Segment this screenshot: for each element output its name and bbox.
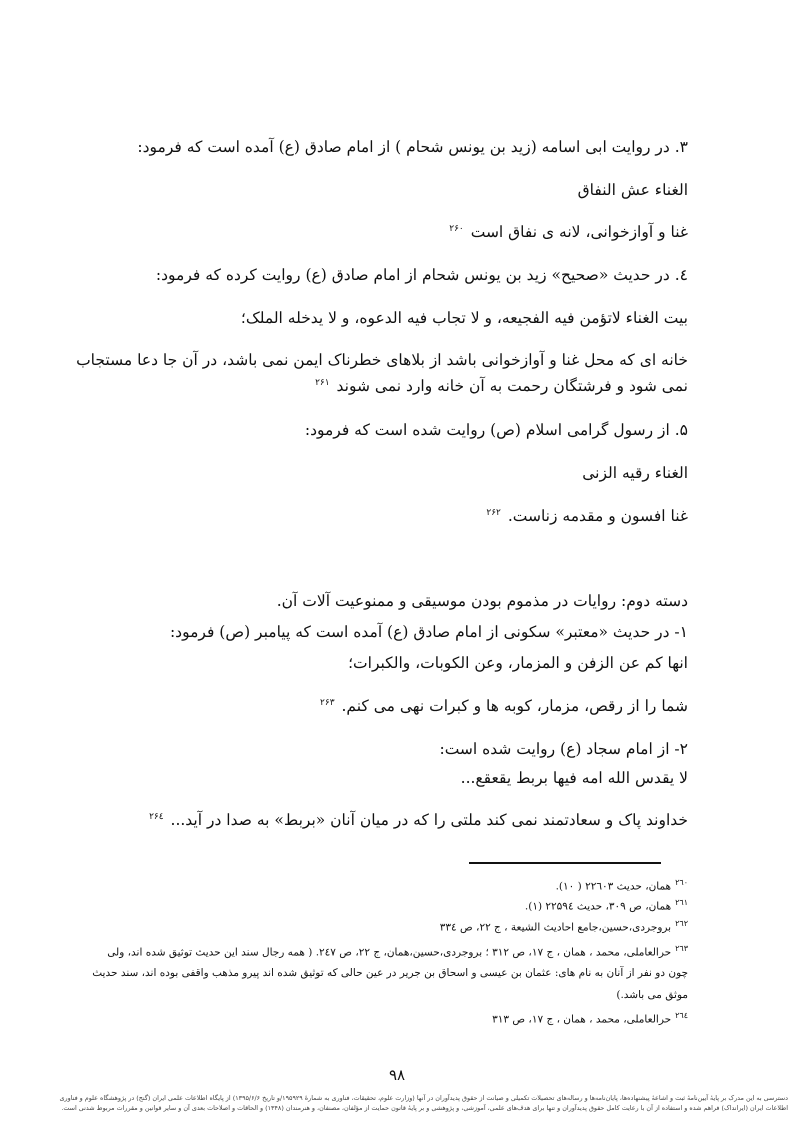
footnote-continuation: موثق می باشد.) <box>616 989 688 1001</box>
footnote-ref[interactable]: ۲۶۳ <box>320 697 335 708</box>
legal-footer-line: دسترسی به این مدرک بر پایهٔ آیین‌نامهٔ ثبت و اشاعهٔ پیشنهاده‌ها، پایان‌نامه‌ها و رساله‌های تحصیلات تکمیلی و صیانت از حقوق پدیدآوران در آنها (وزارت علوم، تحقیقات، فناوری به شمارهٔ ۱۹۵۹۲۹/و تاریخ ۱۳۹۵/۶/۶) از پایگاه اطلاعات علمی ایران (گنج) در پژوهشگاه علوم و فناوری <box>59 1094 788 1102</box>
translation-line: نمی شود و فرشتگان رحمت به آن خانه وارد نمی شوند $^{۲۶۱}$ <box>315 377 688 395</box>
section-heading: دسته دوم: روایات در مذموم بودن موسیقی و ممنوعیت آلات آن. <box>276 592 688 610</box>
arabic-quote: انها کم عن الزفن و المزمار، وعن الکوبات، والکبرات؛ <box>348 654 688 672</box>
arabic-quote: بیت الغناء لاتؤمن فیه الفجیعه، و لا تجاب فیه الدعوه، و لا یدخله الملک؛ <box>240 309 688 327</box>
translation-line: خداوند پاک و سعادتمند نمی کند ملتی را که در میان آنان «بربط» به صدا در آید... $^{۲۶٤}$ <box>149 811 688 829</box>
paragraph-line: ۵. از رسول گرامی اسلام (ص) روایت شده است که فرمود: <box>304 421 688 439</box>
legal-footer-line: اطلاعات ایران (ایرانداک) فراهم شده و استفاده از آن با رعایت کامل حقوق پدیدآوران و تنها برای هدف‌های علمی، آموزشی، و پژوهشی و بر پایهٔ قانون حمایت از مؤلفان، مصنفان، و هنرمندان (۱۳۴۸) و الحاقات و اصلاحات بعدی آن و سایر قوانین و مقررات مربوط شدنی است. <box>61 1104 788 1112</box>
footnote: $^{۲٦۰}$همان، حدیث ۲۲٦۰۳ ( ۱۰). <box>555 878 688 893</box>
translation-line: خانه ای که محل غنا و آوازخوانی باشد از بلاهای خطرناک ایمن نمی باشد، در آن جا دعا مستجاب <box>76 351 688 369</box>
paragraph-line: ٤. در حدیث «صحیح» زید بن یونس شحام از امام صادق (ع) روایت کرده که فرمود: <box>155 266 688 284</box>
footnote-separator <box>469 862 661 864</box>
page-number: ۹۸ <box>388 1066 406 1084</box>
arabic-quote: لا یقدس الله امه فیها بربط یقعقع... <box>460 769 688 787</box>
footnote-ref[interactable]: ۲۶۱ <box>315 377 330 388</box>
paragraph-line: ۳. در روایت ابی اسامه (زید بن یونس شحام ) از امام صادق (ع) آمده است که فرمود: <box>137 138 688 156</box>
footnote-continuation: چون دو نفر از آنان به نام های: عثمان بن عیسی و اسحاق بن جریر در عین حالی که توثیق شده اند پیرو مذهب واقفی بوده اند، سند حدیث <box>92 967 688 979</box>
translation-line: غنا افسون و مقدمه زناست. $^{۲۶۲}$ <box>486 507 688 525</box>
footnote: $^{۲٦٤}$حرالعاملی، محمد ، همان ، ج ۱۷، ص ۳۱۳ <box>492 1011 688 1026</box>
footnote-ref[interactable]: ۲۶۰ <box>449 223 464 234</box>
footnote: $^{۲٦۲}$بروجردی،حسین،جامع احادیث الشیعة ، ج ۲۲، ص ۳۳٤ <box>439 919 688 934</box>
translation-line: شما را از رقص، مزمار، کوبه ها و کبرات نهی می کنم. $^{۲۶۳}$ <box>320 697 688 715</box>
footnote-ref[interactable]: ۲۶۲ <box>486 507 501 518</box>
paragraph-line: ۱- در حدیث «معتبر» سکونی از امام صادق (ع) آمده است که پیامبر (ص) فرمود: <box>169 623 688 641</box>
paragraph-line: ۲- از امام سجاد (ع) روایت شده است: <box>439 740 688 758</box>
footnote: $^{۲٦۱}$همان، ص ۳۰۹، حدیث ۲۲۵۹٤ (۱). <box>524 898 688 913</box>
translation-line: غنا و آوازخوانی، لانه ی نفاق است $^{۲۶۰}$ <box>449 223 688 241</box>
footnote-ref[interactable]: ۲۶٤ <box>149 811 164 822</box>
arabic-quote: الغناء عش النفاق <box>577 181 688 199</box>
footnote: $^{۲٦۳}$حرالعاملی، محمد ، همان ، ج ۱۷، ص ۳۱۲ ؛ بروجردی،حسین،همان، ج ۲۲، ص ۲٤۷. ( همه رجال سند این حدیث توثیق شده اند، ولی <box>107 944 688 959</box>
arabic-quote: الغناء رقیه الزنی <box>582 464 688 482</box>
